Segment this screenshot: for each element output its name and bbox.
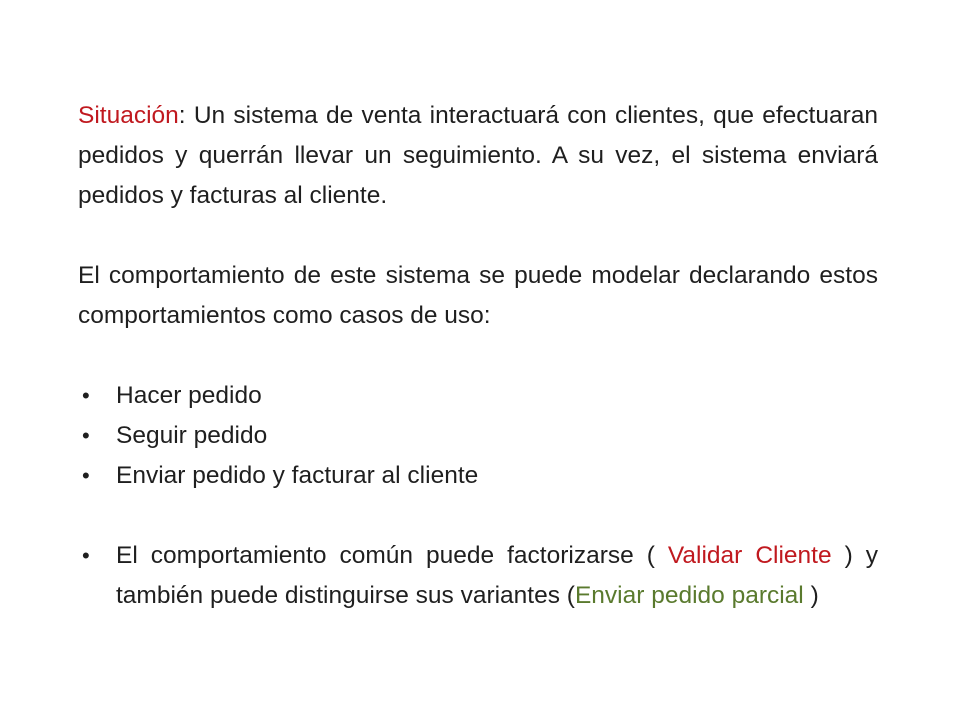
bullet-icon: • [82,383,90,408]
slide-content [78,96,878,616]
situation-paragraph [78,96,878,216]
validar-cliente-highlight: Validar Cliente [667,542,832,569]
list-item-label: Seguir pedido [116,422,268,449]
use-case-list [78,376,878,496]
factorization-text-3: ) [803,582,819,609]
bullet-icon: • [82,423,90,448]
list-item-label: Hacer pedido [116,382,262,409]
situation-label: Situación [78,102,179,129]
factorization-list-item [78,536,878,616]
situation-text: : Un sistema de venta interactuará con clientes, que efectuaran pedidos y querrán llevar un seguimiento. A su vez, el sistema enviará pedidos y facturas al cliente. [78,102,878,209]
factorization-text-2: ) y también puede distinguirse sus variantes ( [116,542,878,609]
list-item [78,416,878,456]
list-item-label: Enviar pedido y facturar al cliente [116,462,479,489]
behavior-paragraph: El comportamiento de este sistema se puede modelar declarando estos comportamientos como casos de uso: [78,262,878,329]
list-item [78,376,878,416]
list-item [78,456,878,496]
bullet-icon: • [82,463,90,488]
factorization-text-1: El comportamiento común puede factorizarse ( [116,542,668,569]
enviar-pedido-parcial-highlight: Enviar pedido parcial [574,582,804,609]
bullet-icon: • [82,543,90,568]
